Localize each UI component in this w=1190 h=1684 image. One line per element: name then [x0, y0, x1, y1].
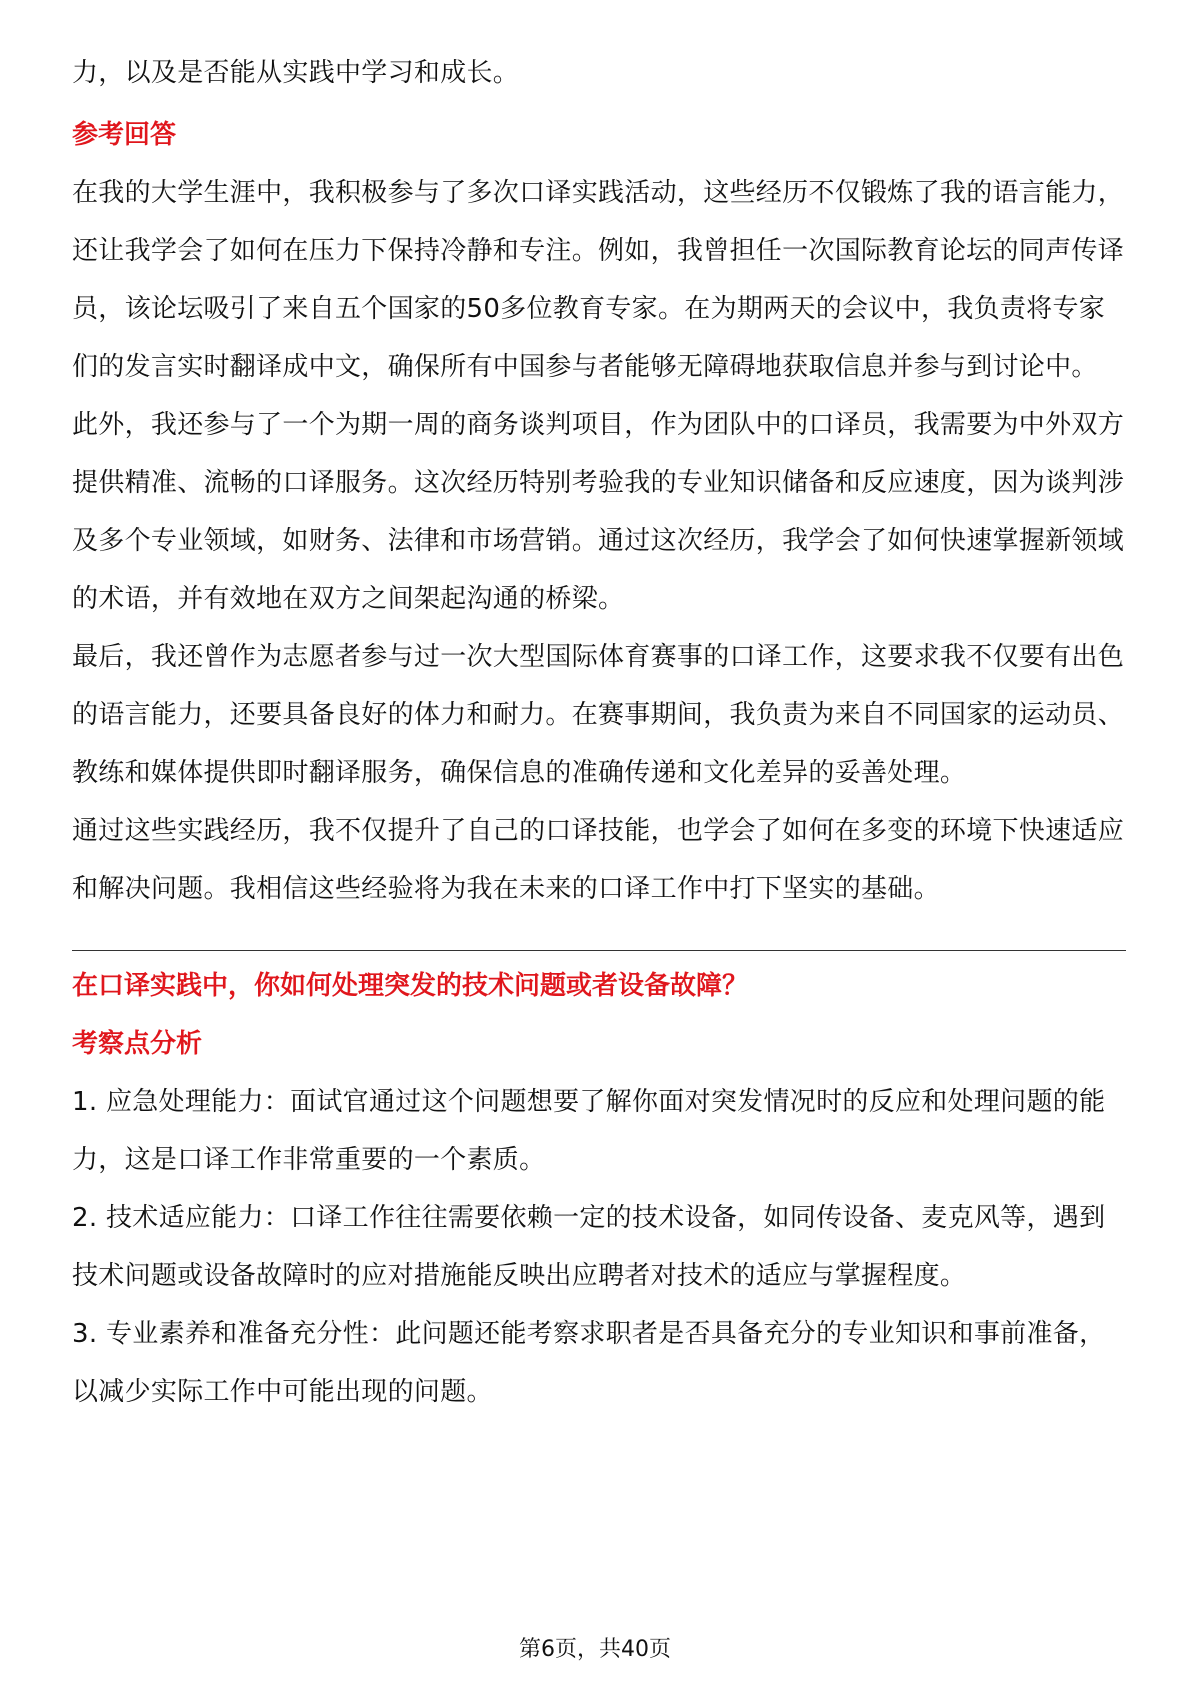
page-number-footer: 第6页，共40页 — [519, 1637, 671, 1662]
intro-tail-text: 力，以及是否能从实践中学习和成长。 — [72, 58, 520, 88]
analysis-item-3: 3. 专业素养和准备充分性：此问题还能考察求职者是否具备充分的专业知识和事前准备，以减少实际工作中可能出现的问题。 — [72, 1319, 1106, 1407]
document-page — [72, 44, 1126, 1421]
answer-paragraph-2: 此外，我还参与了一个为期一周的商务谈判项目，作为团队中的口译员，我需要为中外双方提供精准、流畅的口译服务。这次经历特别考验我的专业知识储备和反应速度，因为谈判涉及多个专业领域，如财务、法律和市场营销。通过这次经历，我学会了如何快速掌握新领域的术语，并有效地在双方之间架起沟通的桥梁。 — [72, 410, 1125, 614]
answer-paragraph-4: 通过这些实践经历，我不仅提升了自己的口译技能，也学会了如何在多变的环境下快速适应和解决问题。我相信这些经验将为我在未来的口译工作中打下坚实的基础。 — [72, 816, 1125, 904]
analysis-item-2: 2. 技术适应能力：口译工作往往需要依赖一定的技术设备，如同传设备、麦克风等，遇到技术问题或设备故障时的应对措施能反映出应聘者对技术的适应与掌握程度。 — [72, 1203, 1106, 1291]
section-divider — [72, 950, 1126, 951]
question-title: 在口译实践中，你如何处理突发的技术问题或者设备故障？ — [72, 971, 749, 1001]
answer-paragraph-1: 在我的大学生涯中，我积极参与了多次口译实践活动，这些经历不仅锻炼了我的语言能力，还让我学会了如何在压力下保持冷静和专注。例如，我曾担任一次国际教育论坛的同声传译员，该论坛吸引了来自五个国家的50多位教育专家。在为期两天的会议中，我负责将专家们的发言实时翻译成中文，确保所有中国参与者能够无障碍地获取信息并参与到讨论中。 — [72, 178, 1125, 382]
analysis-item-1: 1. 应急处理能力：面试官通过这个问题想要了解你面对突发情况时的反应和处理问题的能力，这是口译工作非常重要的一个素质。 — [72, 1087, 1106, 1175]
answer-heading: 参考回答 — [72, 120, 177, 150]
analysis-heading: 考察点分析 — [72, 1029, 203, 1059]
answer-paragraph-3: 最后，我还曾作为志愿者参与过一次大型国际体育赛事的口译工作，这要求我不仅要有出色的语言能力，还要具备良好的体力和耐力。在赛事期间，我负责为来自不同国家的运动员、教练和媒体提供即时翻译服务，确保信息的准确传递和文化差异的妥善处理。 — [72, 642, 1125, 788]
